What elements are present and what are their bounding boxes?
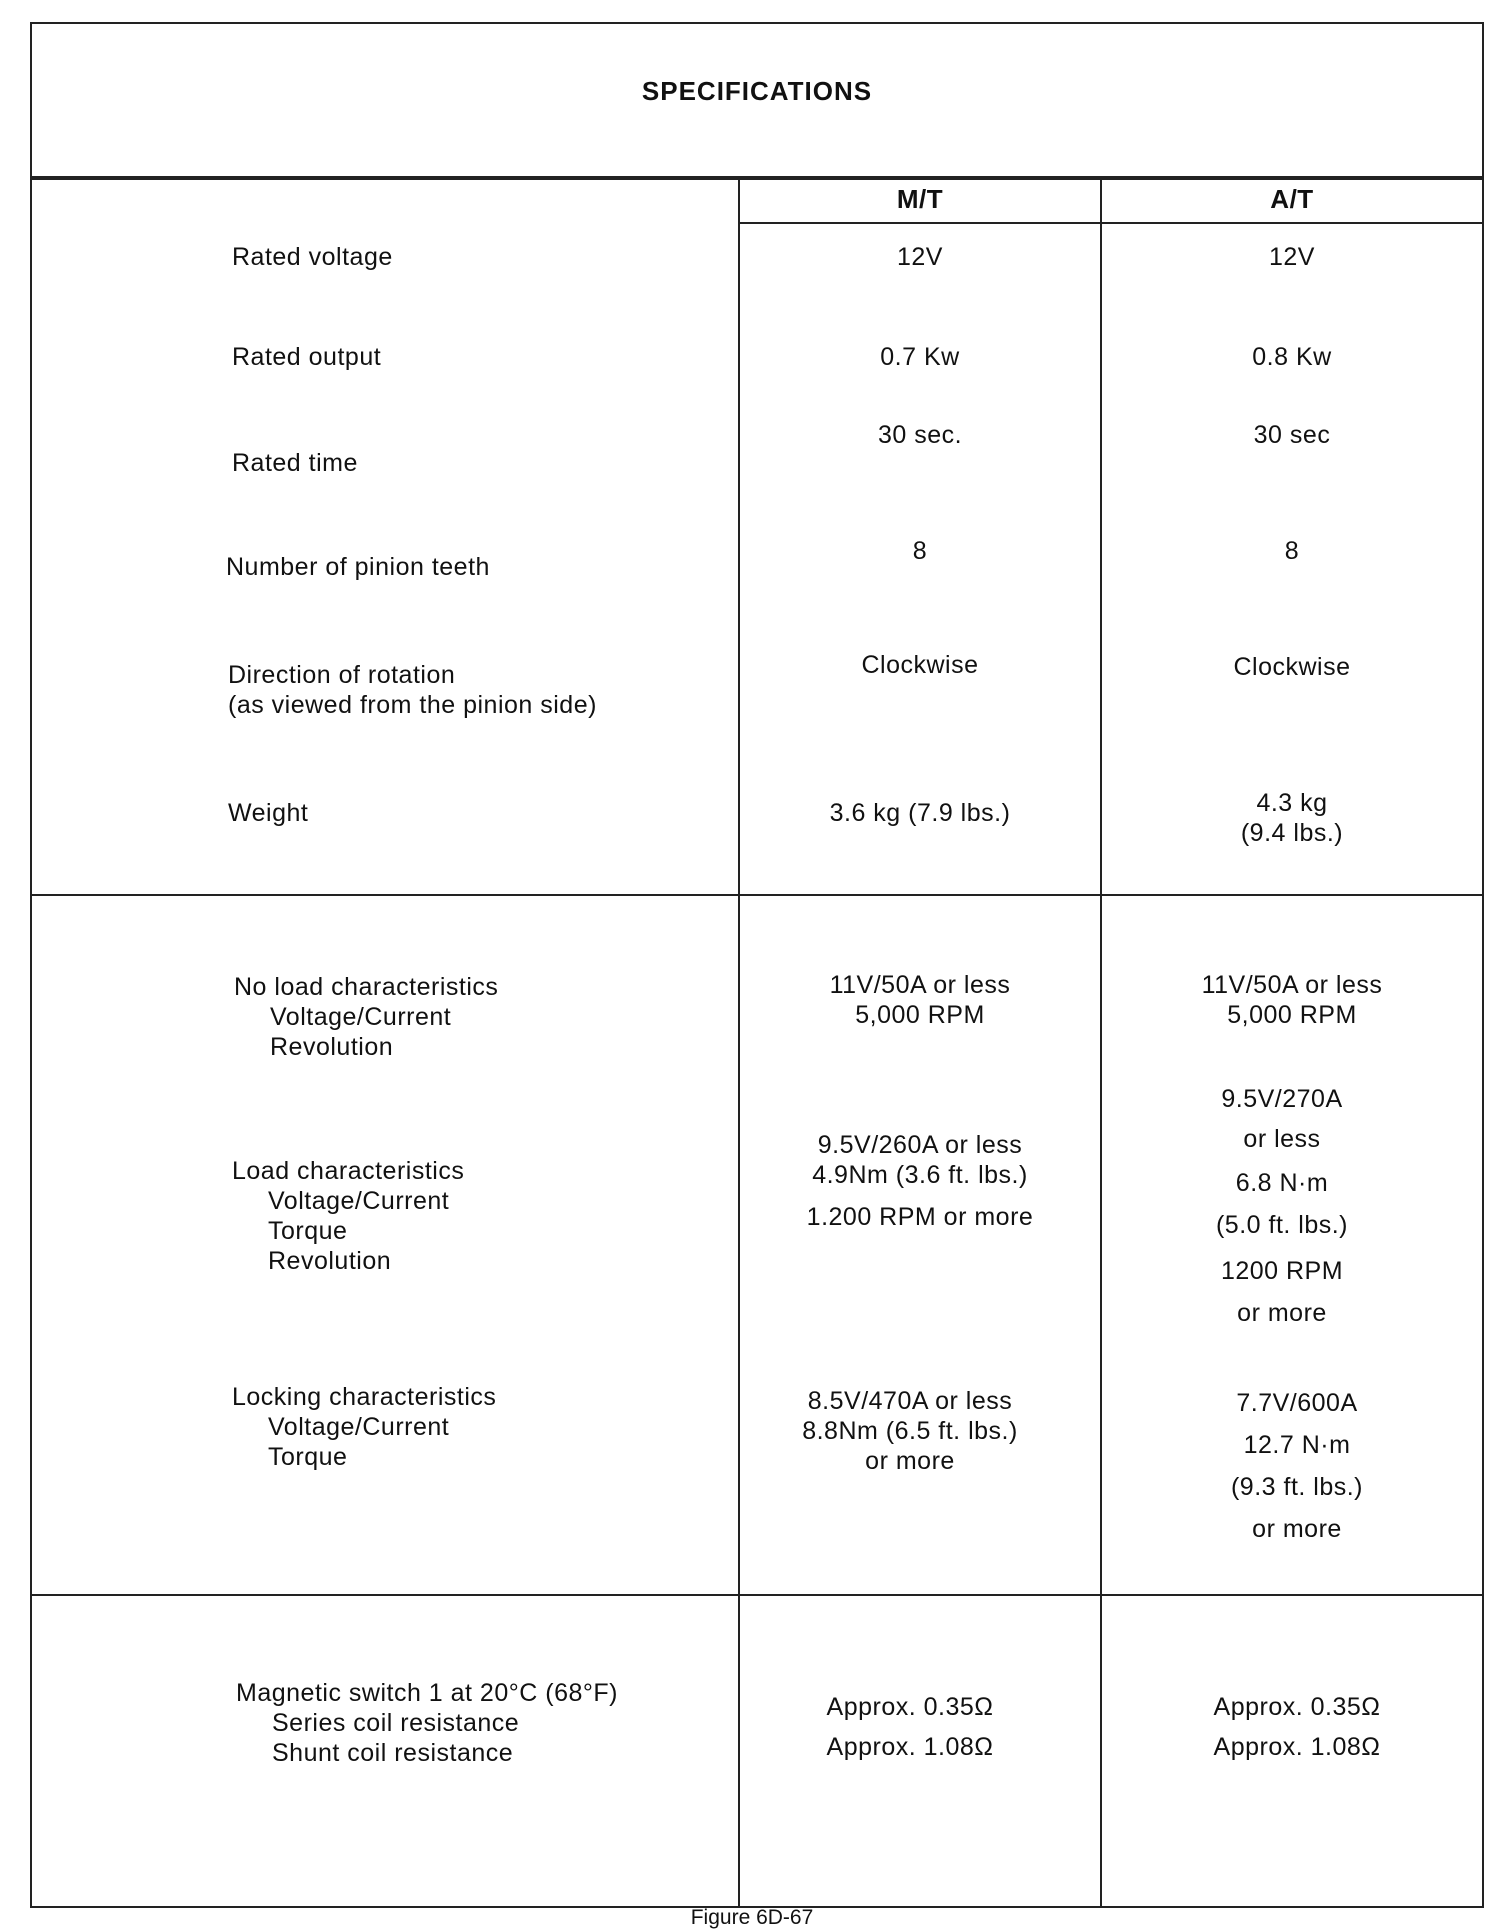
magnetic-switch-label: Magnetic switch 1 at 20°C (68°F) xyxy=(236,1679,618,1707)
at-load-line-5: 1200 RPM xyxy=(1220,1257,1344,1285)
header-underline xyxy=(738,222,1482,224)
row-label-rotation xyxy=(228,660,597,720)
at-weight-line-1: 4.3 kg xyxy=(1256,789,1328,817)
at-no-load-line-2: 5,000 RPM xyxy=(1227,1001,1357,1029)
row-label-no-load xyxy=(234,972,498,1062)
at-rated-output: 0.8 Kw xyxy=(1252,343,1332,371)
section-divider-1 xyxy=(32,894,1482,896)
rotation-label-line-2: (as viewed from the pinion side) xyxy=(228,691,597,719)
load-sub-2: Torque xyxy=(268,1217,348,1245)
mt-rotation: Clockwise xyxy=(861,651,979,679)
at-locking-line-2: 12.7 N·m xyxy=(1243,1431,1351,1459)
mt-locking-line-2: 8.8Nm (6.5 ft. lbs.) xyxy=(802,1417,1018,1445)
row-label-rated-voltage: Rated voltage xyxy=(232,243,393,271)
at-load-line-1: 9.5V/270A xyxy=(1221,1085,1343,1113)
at-rotation: Clockwise xyxy=(1233,653,1351,681)
section-divider-2 xyxy=(32,1594,1482,1596)
at-locking-line-3: (9.3 ft. lbs.) xyxy=(1230,1473,1364,1501)
mt-rated-time: 30 sec. xyxy=(877,421,963,449)
load-label: Load characteristics xyxy=(232,1157,465,1185)
mt-magnetic-line-1: Approx. 0.35Ω xyxy=(826,1693,994,1721)
at-load-line-6: or more xyxy=(1237,1299,1327,1327)
mt-locking-line-3: or more xyxy=(865,1447,955,1475)
at-weight xyxy=(1102,788,1482,848)
at-magnetic-line-2: Approx. 1.08Ω xyxy=(1213,1733,1381,1761)
no-load-sub-1: Voltage/Current xyxy=(270,1003,452,1031)
load-sub-3: Revolution xyxy=(268,1247,392,1275)
mt-locking xyxy=(740,1386,1080,1476)
title-rule xyxy=(32,176,1482,180)
at-magnetic-line-1: Approx. 0.35Ω xyxy=(1213,1693,1381,1721)
at-rated-voltage: 12V xyxy=(1269,243,1315,271)
at-rated-time: 30 sec xyxy=(1253,421,1331,449)
at-pinion-teeth: 8 xyxy=(1284,537,1300,565)
specifications-table xyxy=(30,22,1484,1908)
row-label-weight: Weight xyxy=(228,799,309,827)
locking-sub-2: Torque xyxy=(268,1443,348,1471)
no-load-label: No load characteristics xyxy=(234,973,499,1001)
at-weight-line-2: (9.4 lbs.) xyxy=(1240,819,1344,847)
magnetic-switch-sub-2: Shunt coil resistance xyxy=(272,1739,514,1767)
figure-caption: Figure 6D-67 xyxy=(690,1906,814,1929)
page-title: SPECIFICATIONS xyxy=(641,76,873,106)
at-no-load xyxy=(1102,970,1482,1030)
row-label-magnetic-switch xyxy=(236,1678,618,1768)
mt-no-load-line-1: 11V/50A or less xyxy=(829,971,1011,999)
at-no-load-line-1: 11V/50A or less xyxy=(1201,971,1383,999)
at-load-line-2: or less xyxy=(1243,1125,1321,1153)
locking-label: Locking characteristics xyxy=(232,1383,497,1411)
mt-load-line-2: 4.9Nm (3.6 ft. lbs.) xyxy=(812,1161,1028,1189)
locking-sub-1: Voltage/Current xyxy=(268,1413,450,1441)
column-header-at: A/T xyxy=(1270,184,1314,214)
mt-no-load xyxy=(740,970,1100,1030)
mt-magnetic-line-2: Approx. 1.08Ω xyxy=(826,1733,994,1761)
mt-load-line-3: 1.200 RPM or more xyxy=(806,1203,1034,1231)
row-label-load xyxy=(232,1156,464,1276)
no-load-sub-2: Revolution xyxy=(270,1033,394,1061)
row-label-rated-time: Rated time xyxy=(232,449,358,477)
row-label-pinion-teeth: Number of pinion teeth xyxy=(226,553,490,581)
at-load-line-4: (5.0 ft. lbs.) xyxy=(1215,1211,1349,1239)
load-sub-1: Voltage/Current xyxy=(268,1187,450,1215)
magnetic-switch-sub-1: Series coil resistance xyxy=(272,1709,520,1737)
mt-pinion-teeth: 8 xyxy=(912,537,928,565)
at-locking-line-1: 7.7V/600A xyxy=(1236,1389,1358,1417)
mt-locking-line-1: 8.5V/470A or less xyxy=(807,1387,1013,1415)
at-load-line-3: 6.8 N·m xyxy=(1235,1169,1329,1197)
mt-rated-voltage: 12V xyxy=(897,243,943,271)
row-label-rated-output: Rated output xyxy=(232,343,382,371)
column-header-mt: M/T xyxy=(896,184,944,214)
mt-load-line-1: 9.5V/260A or less xyxy=(817,1131,1023,1159)
mt-weight: 3.6 kg (7.9 lbs.) xyxy=(829,799,1011,827)
mt-rated-output: 0.7 Kw xyxy=(880,343,960,371)
mt-no-load-line-2: 5,000 RPM xyxy=(855,1001,985,1029)
row-label-locking xyxy=(232,1382,496,1472)
at-locking-line-4: or more xyxy=(1252,1515,1342,1543)
rotation-label-line-1: Direction of rotation xyxy=(228,661,456,689)
